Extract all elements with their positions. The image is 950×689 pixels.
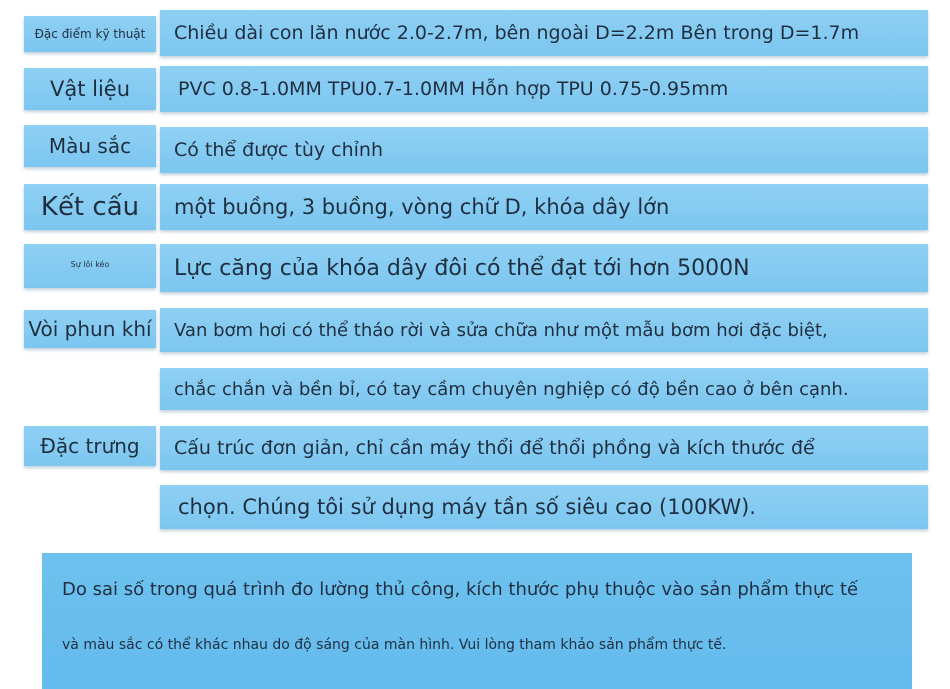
air-nozzle-value-line2: chắc chắn và bền bỉ, có tay cầm chuyên nghiệp có độ bền cao ở bên cạnh. — [160, 368, 928, 410]
traction-label: Sự lôi kéo — [24, 244, 156, 288]
disclaimer-line1: Do sai số trong quá trình đo lường thủ công, kích thước phụ thuộc vào sản phẩm thực tế — [62, 579, 859, 600]
color-label: Màu sắc — [24, 125, 156, 167]
color-value: Có thể được tùy chỉnh — [160, 127, 928, 173]
structure-label: Kết cấu — [24, 184, 156, 230]
spec-label: Đặc điểm kỹ thuật — [24, 16, 156, 52]
feature-value-line2: chọn. Chúng tôi sử dụng máy tần số siêu cao (100KW). — [160, 485, 928, 529]
spec-value: Chiều dài con lăn nước 2.0-2.7m, bên ngoài D=2.2m Bên trong D=1.7m — [160, 10, 928, 56]
traction-value: Lực căng của khóa dây đôi có thể đạt tới hơn 5000N — [160, 244, 928, 292]
disclaimer-note — [42, 553, 912, 689]
air-nozzle-label: Vòi phun khí — [24, 310, 156, 348]
material-label: Vật liệu — [24, 68, 156, 110]
structure-value: một buồng, 3 buồng, vòng chữ D, khóa dây lớn — [160, 184, 928, 230]
material-value: PVC 0.8-1.0MM TPU0.7-1.0MM Hỗn hợp TPU 0.75-0.95mm — [160, 66, 928, 112]
feature-value-line1: Cấu trúc đơn giản, chỉ cần máy thổi để thổi phồng và kích thước để — [160, 426, 928, 470]
air-nozzle-value-line1: Van bơm hơi có thể tháo rời và sửa chữa như một mẫu bơm hơi đặc biệt, — [160, 308, 928, 352]
disclaimer-line2: và màu sắc có thể khác nhau do độ sáng của màn hình. Vui lòng tham khảo sản phẩm thực tế. — [62, 637, 727, 653]
feature-label: Đặc trưng — [24, 426, 156, 466]
